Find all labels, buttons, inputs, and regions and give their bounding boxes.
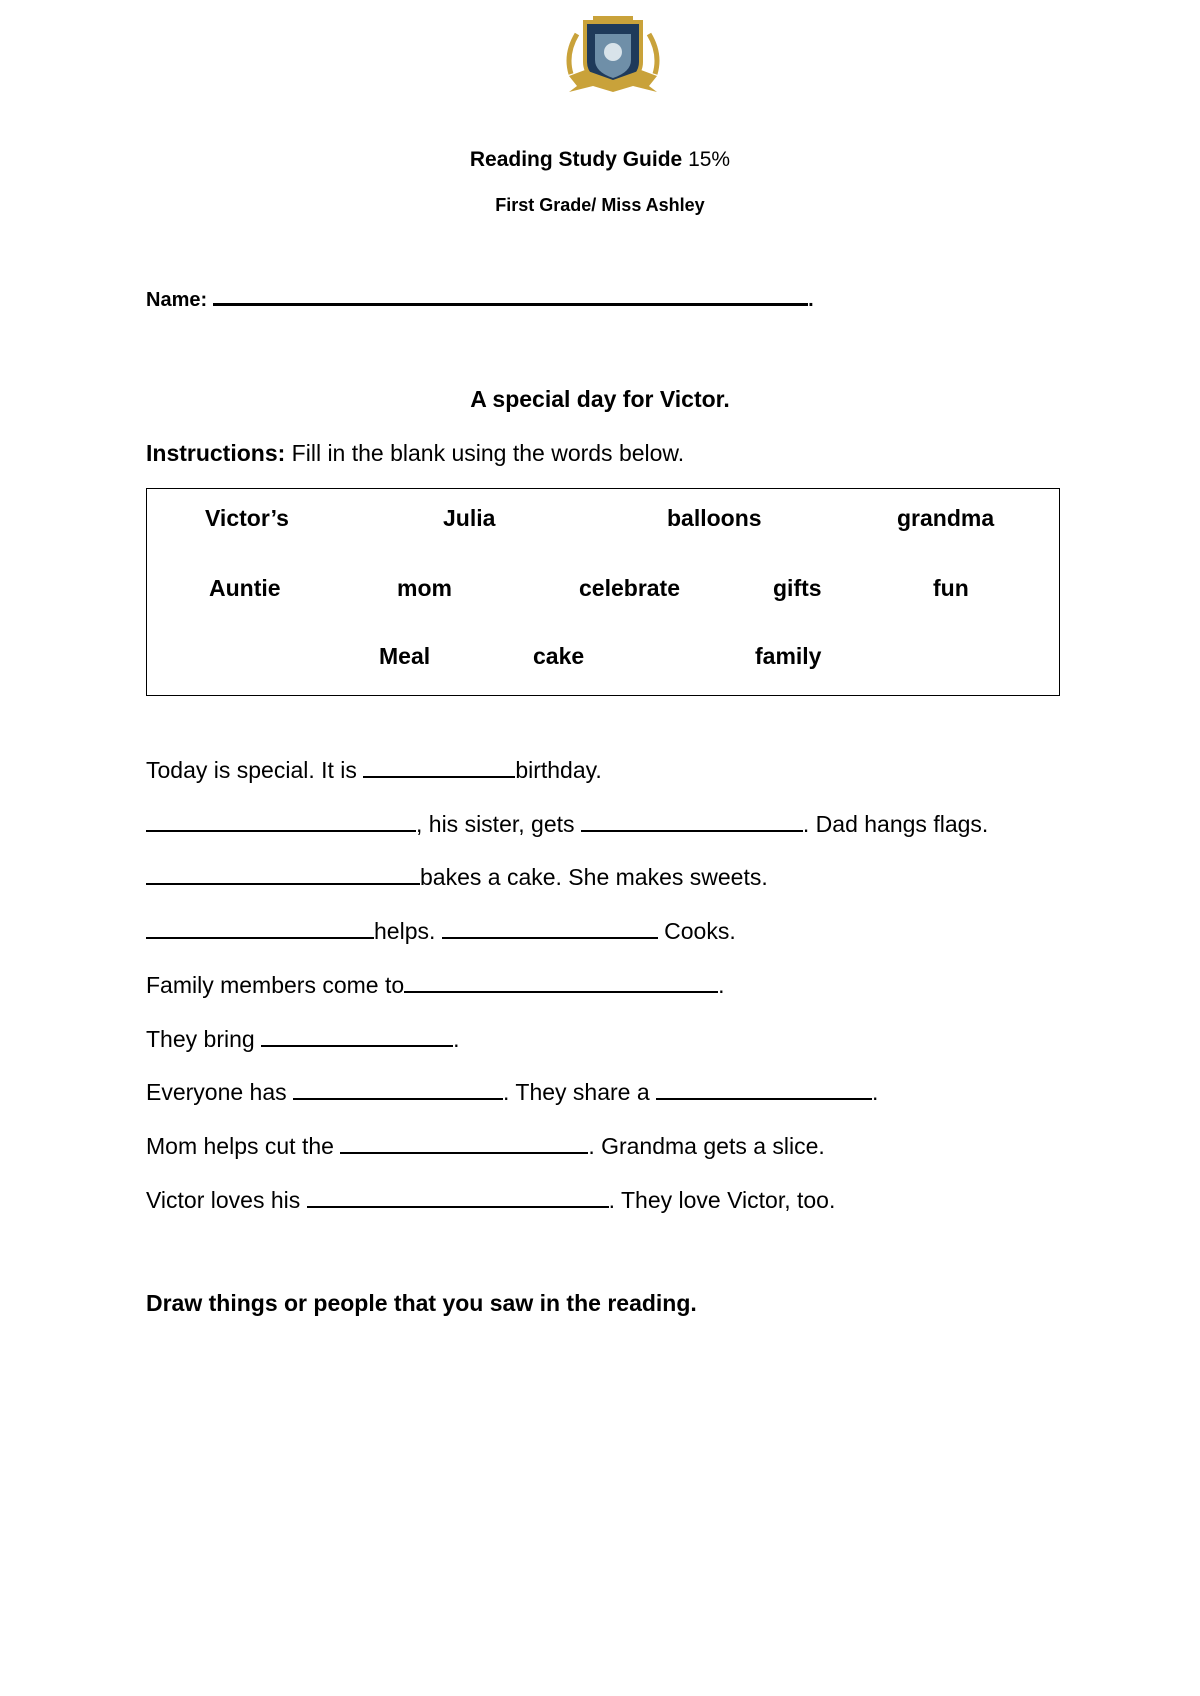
sentence-text: Mom helps cut the — [146, 1133, 341, 1159]
title-percent: 15% — [688, 148, 731, 171]
sentence-text: birthday. — [515, 757, 602, 783]
sentence-text: Victor loves his — [146, 1187, 307, 1213]
word-bank-item: Auntie — [209, 575, 281, 601]
word-bank-item: celebrate — [579, 575, 681, 601]
sentence-7 — [146, 1078, 878, 1106]
sentence-2 — [146, 810, 988, 838]
answer-blank[interactable] — [307, 1186, 609, 1208]
instructions-text: Fill in the blank using the words below. — [285, 440, 685, 466]
sentence-text: Everyone has — [146, 1079, 294, 1105]
sentence-8 — [146, 1132, 825, 1160]
answer-blank[interactable] — [146, 863, 420, 885]
sentence-text: . They love Victor, too. — [608, 1187, 836, 1213]
word-bank-item: family — [755, 643, 822, 669]
sentence-5 — [146, 971, 725, 999]
instructions-label: Instructions: — [146, 440, 286, 466]
word-bank-item: grandma — [897, 505, 995, 531]
word-bank-item: balloons — [667, 505, 762, 531]
page-title — [0, 148, 1200, 172]
sentence-text: . Dad hangs flags. — [802, 811, 989, 837]
answer-blank[interactable] — [146, 810, 416, 832]
sentence-period: . — [872, 1079, 879, 1105]
sentence-text: bakes a cake. She makes sweets. — [420, 864, 768, 890]
sentence-period: . — [453, 1026, 460, 1052]
word-bank-item: Julia — [443, 505, 496, 531]
name-label: Name: — [146, 289, 208, 311]
school-crest-logo — [563, 14, 663, 94]
sentence-text: They bring — [146, 1026, 262, 1052]
sentence-6 — [146, 1025, 459, 1053]
answer-blank[interactable] — [363, 756, 515, 778]
sentence-text: . They share a — [503, 1079, 657, 1105]
sentence-text: helps. — [374, 918, 442, 944]
answer-blank[interactable] — [146, 917, 374, 939]
answer-blank[interactable] — [261, 1025, 453, 1047]
sentence-3 — [146, 863, 768, 891]
sentence-text: , his sister, gets — [416, 811, 581, 837]
title-text: Reading Study Guide — [469, 148, 683, 171]
word-bank-item: Victor’s — [205, 505, 289, 531]
word-bank-box — [146, 488, 1060, 696]
sentence-period: . — [718, 972, 725, 998]
sentence-1 — [146, 756, 602, 784]
answer-blank[interactable] — [442, 917, 658, 939]
answer-blank[interactable] — [404, 971, 718, 993]
name-period: . — [808, 289, 814, 311]
answer-blank[interactable] — [340, 1132, 588, 1154]
answer-blank[interactable] — [293, 1078, 503, 1100]
instructions — [146, 440, 684, 467]
sentence-text: Cooks. — [657, 918, 736, 944]
word-bank-item: fun — [933, 575, 969, 601]
name-row — [146, 285, 814, 312]
answer-blank[interactable] — [656, 1078, 872, 1100]
word-bank-item: mom — [397, 575, 452, 601]
word-bank-item: gifts — [773, 575, 822, 601]
sentence-text: Today is special. It is — [146, 757, 364, 783]
draw-prompt: Draw things or people that you saw in the reading. — [146, 1290, 697, 1316]
sentence-text: Family members come to — [146, 972, 405, 998]
word-bank-item: cake — [533, 643, 585, 669]
page-subtitle: First Grade/ Miss Ashley — [495, 195, 705, 215]
sentence-4 — [146, 917, 736, 945]
answer-blank[interactable] — [581, 810, 803, 832]
name-blank[interactable] — [213, 285, 808, 306]
word-bank-item: Meal — [379, 643, 431, 669]
sentence-text: . Grandma gets a slice. — [588, 1133, 825, 1159]
story-title: A special day for Victor. — [470, 386, 730, 412]
sentence-9 — [146, 1186, 835, 1214]
